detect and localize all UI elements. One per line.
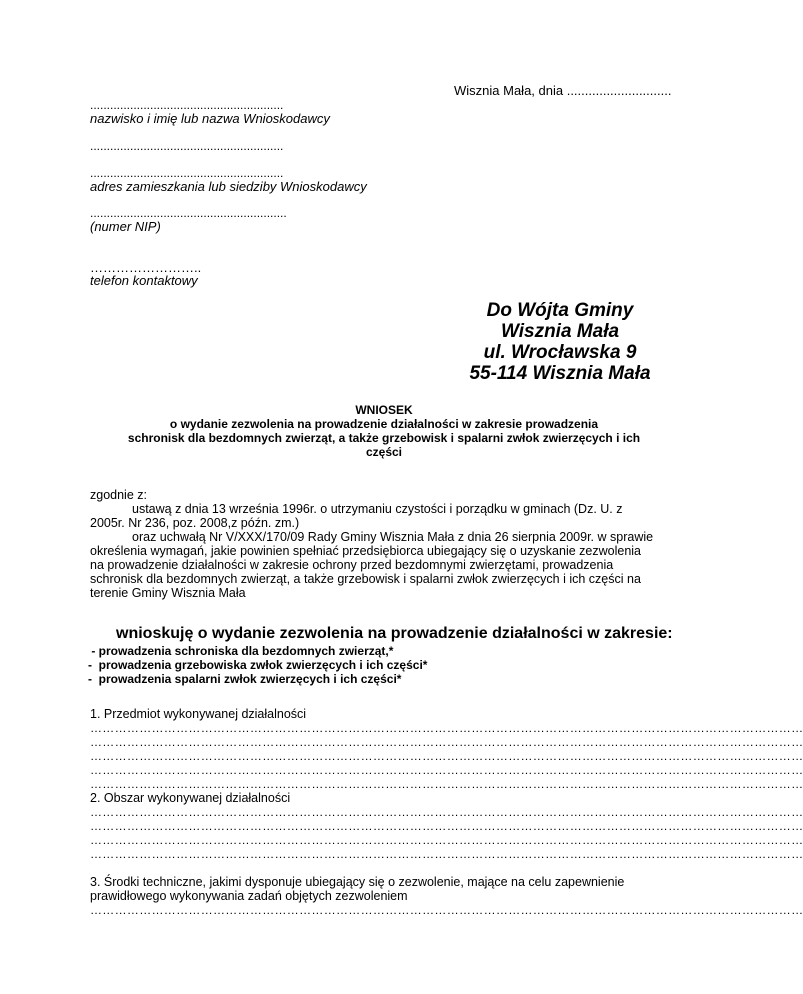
request-option-shelter: - prowadzenia schroniska dla bezdomnych zwierząt,* xyxy=(88,644,394,658)
request-heading: wnioskuję o wydanie zezwolenia na prowadzenie działalności w zakresie: xyxy=(116,625,673,642)
legal-line-3: oraz uchwałą Nr V/XXX/170/09 Rady Gminy Wisznia Mała z dnia 26 sierpnia 2009r. w sprawie xyxy=(132,530,654,544)
phone-dots: …………………….. xyxy=(90,260,202,275)
section-2-dotline-1: ………………………………………………………………………………………………………………………………………………………… xyxy=(90,805,803,819)
applicant-address-label: adres zamieszkania lub siedziby Wnioskodawcy xyxy=(90,179,367,194)
legal-line-2: 2005r. Nr 236, poz. 2008,z późn. zm.) xyxy=(90,516,300,530)
applicant-name-label: nazwisko i imię lub nazwa Wnioskodawcy xyxy=(90,111,330,126)
applicant-name-dots-2: .......................................................... xyxy=(90,139,284,153)
section-1-dotline-4: ………………………………………………………………………………………………………………………………………………………… xyxy=(90,763,803,777)
applicant-address-dots: .......................................................... xyxy=(90,166,284,180)
title-heading: WNIOSEK xyxy=(355,403,413,417)
request-option-incinerator: - prowadzenia spalarni zwłok zwierzęcych i ich części* xyxy=(88,672,402,686)
place-date: Wisznia Mała, dnia ............................. xyxy=(454,83,672,98)
recipient-line-2: Wisznia Mała xyxy=(500,321,620,342)
section-1-dotline-5: ………………………………………………………………………………………………………………………………………………………… xyxy=(90,777,803,791)
section-1-dotline-3: ………………………………………………………………………………………………………………………………………………………… xyxy=(90,749,803,763)
nip-dots: ........................................................... xyxy=(90,206,287,220)
title-line-3: części xyxy=(365,445,403,459)
nip-label: (numer NIP) xyxy=(90,219,161,234)
recipient-line-1: Do Wójta Gminy xyxy=(486,300,634,321)
legal-intro: zgodnie z: xyxy=(90,488,147,502)
phone-label: telefon kontaktowy xyxy=(90,273,198,288)
section-1-label: 1. Przedmiot wykonywanej działalności xyxy=(90,707,307,721)
section-2-dotline-2: ………………………………………………………………………………………………………………………………………………………… xyxy=(90,819,803,833)
legal-line-5: na prowadzenie działalności w zakresie ochrony przed bezdomnymi zwierzętami, prowadzenia xyxy=(90,558,614,572)
recipient-line-4: 55-114 Wisznia Mała xyxy=(469,363,651,384)
legal-line-6: schronisk dla bezdomnych zwierząt, a także grzebowisk i spalarni zwłok zwierzęcych i ich części na xyxy=(90,572,641,586)
section-3-label-line-1: 3. Środki techniczne, jakimi dysponuje ubiegający się o zezwolenie, mające na celu zapewnienie xyxy=(90,875,625,889)
section-3-label-line-2: prawidłowego wykonywania zadań objętych zezwoleniem xyxy=(90,889,408,903)
title-line-2: schronisk dla bezdomnych zwierząt, a także grzebowisk i spalarni zwłok zwierzęcych i ich xyxy=(127,431,641,445)
section-1-dotline-2: ………………………………………………………………………………………………………………………………………………………… xyxy=(90,735,803,749)
section-2-dotline-4: ………………………………………………………………………………………………………………………………………………………… xyxy=(90,847,803,861)
request-option-cemetery: - prowadzenia grzebowiska zwłok zwierzęcych i ich części* xyxy=(88,658,428,672)
legal-line-1: ustawą z dnia 13 września 1996r. o utrzymaniu czystości i porządku w gminach (Dz. U. z xyxy=(132,502,623,516)
legal-line-4: określenia wymagań, jakie powinien spełniać przedsiębiorca ubiegający się o uzyskanie zezwolenia xyxy=(90,544,642,558)
recipient-block xyxy=(440,300,680,384)
section-2-label: 2. Obszar wykonywanej działalności xyxy=(90,791,291,805)
title-line-1: o wydanie zezwolenia na prowadzenie działalności w zakresie prowadzenia xyxy=(169,417,599,431)
document-title xyxy=(84,403,684,459)
section-1-dotline-1: ………………………………………………………………………………………………………………………………………………………… xyxy=(90,721,803,735)
section-2-dotline-3: ………………………………………………………………………………………………………………………………………………………… xyxy=(90,833,803,847)
section-3-dotline-1: ………………………………………………………………………………………………………………………………………………………… xyxy=(90,903,803,917)
applicant-name-dots: .......................................................... xyxy=(90,98,284,112)
recipient-line-3: ul. Wrocławska 9 xyxy=(483,342,637,363)
legal-line-7: terenie Gminy Wisznia Mała xyxy=(90,586,246,600)
